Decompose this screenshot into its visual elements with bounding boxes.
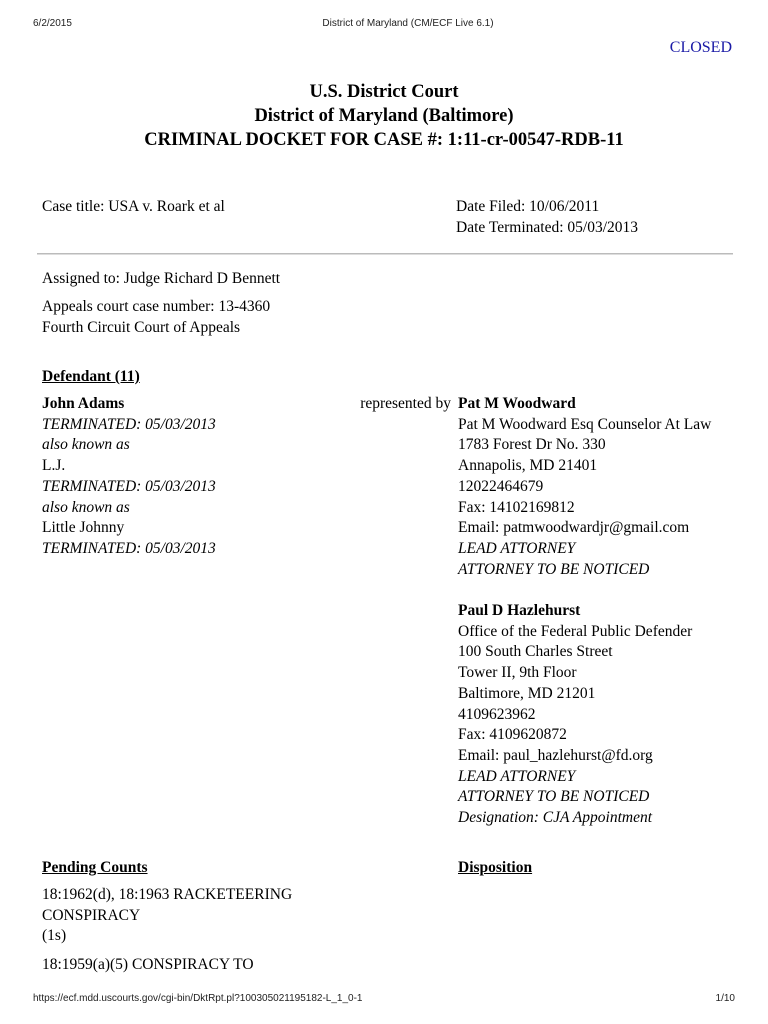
print-date: 6/2/2015 xyxy=(33,18,72,29)
attorney-address: Annapolis, MD 21401 xyxy=(458,457,598,475)
terminated-status: TERMINATED: 05/03/2013 xyxy=(42,539,216,557)
appeals-court: Fourth Circuit Court of Appeals xyxy=(42,318,241,336)
attorney-fax: Fax: 4109620872 xyxy=(458,726,567,744)
appeals-case-number: Appeals court case number: 13-4360 xyxy=(42,298,271,315)
attorney-role: LEAD ATTORNEY xyxy=(458,767,576,785)
attorney-designation: Designation: CJA Appointment xyxy=(458,809,653,827)
defendant-block xyxy=(42,394,216,560)
defendant-alias: Little Johnny xyxy=(42,519,125,537)
attorney-firm: Pat M Woodward Esq Counselor At Law xyxy=(458,415,712,433)
court-name: U.S. District Court xyxy=(309,82,459,102)
assigned-judge: Assigned to: Judge Richard D Bennett xyxy=(42,270,281,287)
defendant-alias: L.J. xyxy=(42,457,66,475)
attorney-email: Email: paul_hazlehurst@fd.org xyxy=(458,746,653,764)
aka-label: also known as xyxy=(42,498,130,516)
attorney-fax: Fax: 14102169812 xyxy=(458,498,575,516)
attorney-block xyxy=(458,601,692,829)
count-statute: 18:1959(a)(5) CONSPIRACY TO xyxy=(42,956,254,973)
attorney-name: Paul D Hazlehurst xyxy=(458,602,581,619)
attorney-address: 1783 Forest Dr No. 330 xyxy=(458,436,606,454)
count-statute: 18:1962(d), 18:1963 RACKETEERING xyxy=(42,886,293,903)
attorney-phone: 12022464679 xyxy=(458,477,544,495)
appeals-info xyxy=(42,297,270,338)
court-title xyxy=(0,80,768,152)
represented-by-label: represented by xyxy=(360,395,451,412)
attorney-address: 100 South Charles Street xyxy=(458,643,613,661)
page-number: 1/10 xyxy=(715,993,735,1004)
date-terminated: Date Terminated: 05/03/2013 xyxy=(456,218,639,236)
terminated-status: TERMINATED: 05/03/2013 xyxy=(42,477,216,495)
pending-counts-heading: Pending Counts xyxy=(42,859,148,876)
attorney-role: ATTORNEY TO BE NOTICED xyxy=(458,788,650,806)
attorney-firm: Office of the Federal Public Defender xyxy=(458,622,693,640)
count-item xyxy=(42,885,292,947)
attorney-address: Tower II, 9th Floor xyxy=(458,664,577,682)
count-number: (1s) xyxy=(42,927,67,945)
attorney-name: Pat M Woodward xyxy=(458,395,576,412)
count-item xyxy=(42,955,254,976)
attorney-role: LEAD ATTORNEY xyxy=(458,539,576,557)
attorney-phone: 4109623962 xyxy=(458,705,536,723)
print-url: https://ecf.mdd.uscourts.gov/cgi-bin/DktRpt.pl?100305021195182-L_1_0-1 xyxy=(33,993,363,1004)
court-district: District of Maryland (Baltimore) xyxy=(254,106,514,126)
case-dates xyxy=(456,197,638,238)
disposition-heading: Disposition xyxy=(458,859,533,876)
defendant-heading: Defendant (11) xyxy=(42,368,140,385)
divider xyxy=(37,253,733,255)
defendant-name: John Adams xyxy=(42,395,125,412)
case-title: Case title: USA v. Roark et al xyxy=(42,198,225,215)
date-filed: Date Filed: 10/06/2011 xyxy=(456,198,600,215)
attorney-email: Email: patmwoodwardjr@gmail.com xyxy=(458,519,690,537)
docket-case-number: CRIMINAL DOCKET FOR CASE #: 1:11-cr-00547-RDB-11 xyxy=(144,130,624,150)
print-title: District of Maryland (CM/ECF Live 6.1) xyxy=(322,18,494,29)
attorney-block xyxy=(458,394,711,580)
terminated-status: TERMINATED: 05/03/2013 xyxy=(42,415,216,433)
attorney-address: Baltimore, MD 21201 xyxy=(458,684,596,702)
aka-label: also known as xyxy=(42,436,130,454)
attorney-role: ATTORNEY TO BE NOTICED xyxy=(458,560,650,578)
count-statute: CONSPIRACY xyxy=(42,906,141,924)
closed-link[interactable]: CLOSED xyxy=(669,39,732,56)
